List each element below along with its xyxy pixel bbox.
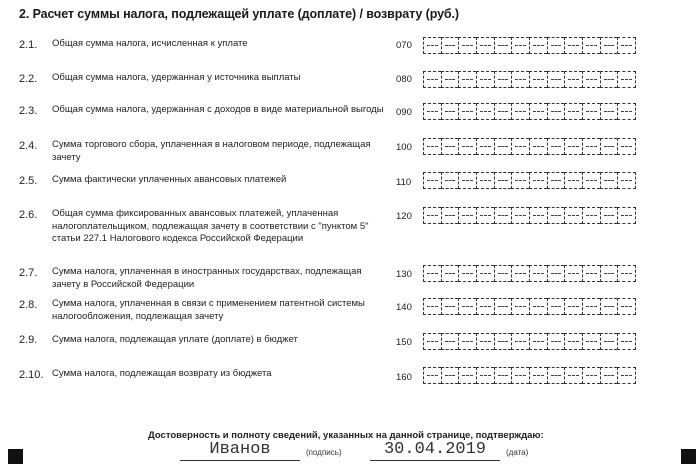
row-number: 2.10. [19,369,44,381]
row-label: Общая сумма налога, удержанная с доходов в виде материальной выгоды [52,104,384,115]
row-code: 110 [396,177,412,188]
amount-cells-150[interactable] [423,333,636,350]
row-label: Общая сумма фиксированных авансовых платежей, уплаченная налогоплательщиком, подлежащая зачету в соответствии с "пунктом 5" статьи 227.1 Налогового кодекса Российской Федерации [52,208,369,244]
row-label: Сумма налога, уплаченная в иностранных государствах, подлежащая зачету в Российской Федерации [52,266,362,290]
amount-cells-160[interactable] [423,367,636,384]
signature-field[interactable]: Иванов [180,440,300,461]
amount-cells-070[interactable] [423,37,636,54]
row-code: 120 [396,211,412,222]
row-code: 150 [396,337,412,348]
confirmation-text: Достоверность и полноту сведений, указанных на данной странице, подтверждаю: [148,430,544,441]
amount-cells-140[interactable] [423,298,636,315]
row-number: 2.2. [19,73,38,85]
row-code: 070 [396,40,412,51]
amount-cells-130[interactable] [423,265,636,282]
row-number: 2.8. [19,299,38,311]
amount-cells-100[interactable] [423,138,636,155]
amount-cells-120[interactable] [423,207,636,224]
section-title: 2. Расчет суммы налога, подлежащей уплате (доплате) / возврату (руб.) [19,7,459,21]
row-code: 100 [396,142,412,153]
row-number: 2.6. [19,209,38,221]
row-label: Сумма фактически уплаченных авансовых платежей [52,174,287,185]
row-code: 160 [396,372,412,383]
row-code: 130 [396,269,412,280]
row-label: Общая сумма налога, исчисленная к уплате [52,38,248,49]
row-number: 2.1. [19,39,38,51]
row-code: 090 [396,107,412,118]
row-label: Общая сумма налога, удержанная у источника выплаты [52,72,301,83]
row-code: 080 [396,74,412,85]
row-label: Сумма налога, подлежащая возврату из бюджета [52,368,272,379]
amount-cells-110[interactable] [423,172,636,189]
date-label: (дата) [506,448,529,457]
amount-cells-080[interactable] [423,71,636,88]
signature-label: (подпись) [306,448,342,457]
row-number: 2.4. [19,140,38,152]
amount-cells-090[interactable] [423,103,636,120]
date-field[interactable]: 30.04.2019 [370,440,500,461]
row-number: 2.7. [19,267,38,279]
row-number: 2.9. [19,334,38,346]
alignment-marker-left [8,449,23,464]
row-code: 140 [396,302,412,313]
row-number: 2.5. [19,175,38,187]
row-label: Сумма налога, уплаченная в связи с применением патентной системы налогообложения, подлежащая зачету [52,298,365,322]
row-label: Сумма налога, подлежащая уплате (доплате) в бюджет [52,334,298,345]
row-label: Сумма торгового сбора, уплаченная в налоговом периоде, подлежащая зачету [52,139,371,163]
alignment-marker-right [681,449,696,464]
row-number: 2.3. [19,105,38,117]
